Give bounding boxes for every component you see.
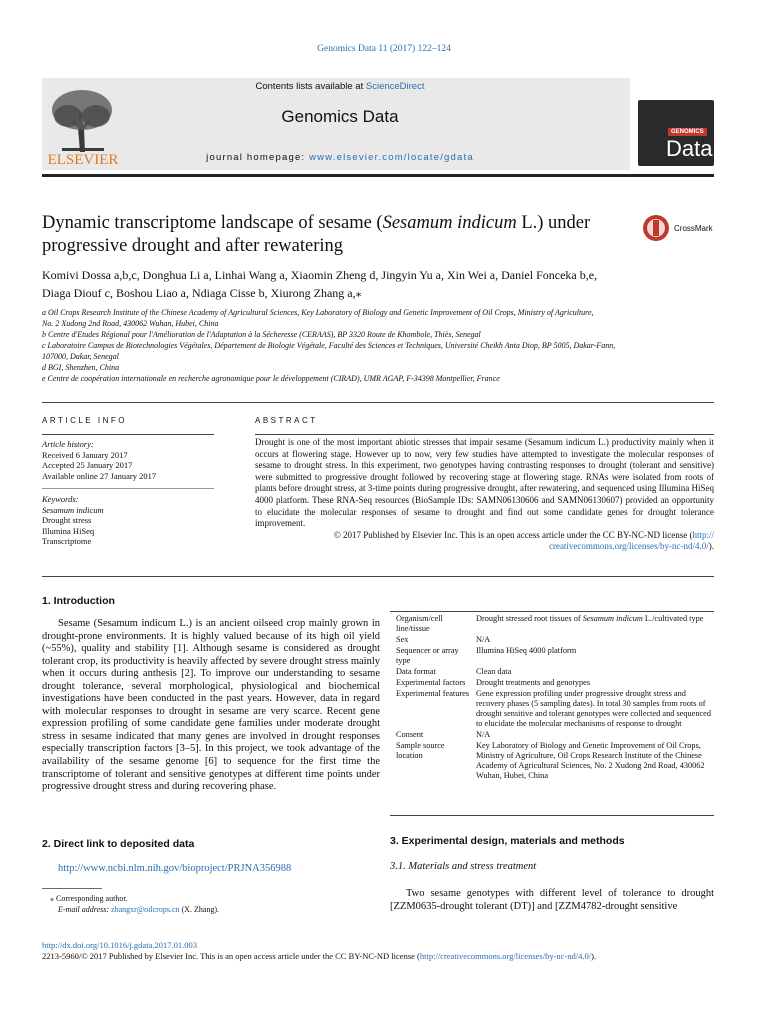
spec-key: Sex [396,635,409,644]
direct-link-heading: 2. Direct link to deposited data [42,838,195,850]
elsevier-logo[interactable] [42,82,124,168]
sciencedirect-link[interactable]: ScienceDirect [365,81,425,92]
article-info-rule [42,434,214,435]
article-history [42,439,214,481]
bottom-license-link[interactable]: http://creativecommons.org/licenses/by-nc-nd/4.0/ [419,951,592,961]
copyright-text: © 2017 Published by Elsevier Inc. This is an open access article under the CC BY-NC-ND license ( [333,529,693,540]
keyword-item: Sesamum indicum [42,504,104,515]
keyword-item: Transcriptome [42,536,92,546]
introduction-text: Sesame (Sesamum indicum L.) is an ancient oilseed crop mainly grown in drought-prone environments. It is highly valued because of its high oil yield (~55%), quality and stability [1]. Although sesame is considered as drought tolerant crop, its productivity is heavily affected by severe drought stress mainly when it occurs during anthesis [2]. To improve our understanding to sesame drought tolerance, several morphological, physiological and biochemical investigations have been conducted in the past years. However, data in regard with molecular responses to drought in sesame are very scarce. Recent gene expression profiling of some candidate gene families under moderate drought stress in sesame indicated that many genes are involved in drought responses especially transcription factors [3–5]. In this project, we took advantage of the availability of the sesame genome [6] to sequence for the first time the transcriptome of tolerant and sensitive genotypes at different time points under progressive drought stress and during recovering phase. [42,618,380,793]
affiliations-divider [42,402,714,403]
spec-key: Sequencer or array type [396,646,459,665]
authors-line-2: Diaga Diouf c, Boshou Liao a, Ndiaga Cisse b, Xiurong Zhang a,⁎ [42,286,362,300]
cover-label-small: GENOMICS [668,128,707,136]
journal-name: Genomics Data [281,107,399,126]
author-list [42,266,722,302]
journal-cover-thumbnail[interactable] [638,100,714,166]
table-row [390,678,714,689]
crossmark-label: CrossMark [674,224,713,233]
bottom-license [42,940,722,962]
section-3-heading: 3. Experimental design, materials and methods [390,835,625,847]
journal-homepage [130,152,550,163]
table-row [390,614,714,635]
abstract-text: Drought is one of the most important abiotic stresses that impair sesame (Sesamum indicum L.) productivity mainly when it occurs at flowering stage. However up to now, very few studies have attempted to investigate the molecular responses of sesame to drought stress. In this experiment, two genotypes having contrasting responses to drought (tolerant and sensitive) were submitted to progressive drought followed by recovering stage at flowering stage. RNAs were isolated from roots of plants before drought stress, at 3-time points during progressive drought, after rewatering, and sequenced using Illumina HiSeq 4000 platform. These RNA-Seq resources (BioSample IDs: SAMN06130606 and SAMN06130607) provided an opportunity to elucidate the molecular responses of sesame to drought and find out some candidate genes for drought tolerance improvement. [255,437,714,529]
article-info-heading: ARTICLE INFO [42,416,127,425]
spec-value: N/A [476,635,491,644]
email-label: E-mail address: [58,905,112,914]
affiliation-line: d BGI, Shenzhen, China [42,363,120,372]
abstract-rule [255,434,714,435]
email-link[interactable]: zhangxr@oilcrops.cn [111,905,180,914]
affiliation-line: e Centre de coopération internationale en recherche agronomique pour le développement (CIRAD), UMR AGAP, F-34398 Montpellier, France [42,374,500,383]
header-divider [42,174,714,177]
article-title [42,212,632,258]
keywords-label: Keywords: [42,494,79,504]
affiliations [42,307,722,384]
table-row [390,667,714,678]
specifications-table [390,614,714,782]
spec-key: Experimental features [396,689,470,698]
online-date: Available online 27 January 2017 [42,470,157,481]
history-label: Article history: [42,439,94,449]
section-3-1-text: Two sesame genotypes with different level of tolerance to drought [ZZM0635-drought tolerant (DT)] and [ZZM4782-drought sensitive [390,888,714,912]
affiliation-line: No. 2 Xudong 2nd Road, 430062 Wuhan, Hubei, China [42,319,219,328]
keyword-item: Illumina HiSeq [42,525,95,536]
doi-link[interactable]: http://dx.doi.org/10.1016/j.gdata.2017.01.003 [42,940,197,950]
elsevier-tree-icon [42,82,124,168]
abstract-copyright [255,530,714,553]
table-row [390,741,714,782]
spec-value: Drought stressed root tissues of Sesamum indicum L./cultivated type [476,614,704,623]
email-line [42,904,380,915]
spec-value: N/A [476,730,491,739]
affiliation-line: c Laboratoire Campus de Biotechnologies Végétales, Département de Biologie Végétale, Faculté des Sciences et Techniques, Université Cheikh Anta Diop, BP 5005, Dakar-Fann, [42,341,616,350]
homepage-link[interactable]: www.elsevier.com/locate/gdata [309,152,474,163]
spec-key: Experimental factors [396,678,466,687]
spec-value: Gene expression profiling under progressive drought stress and recovery phases (5 sampling dates). In total 30 samples from roots of drought sensitive and tolerant genotypes were collected and sequenced to elucidate the molecular mechanisms of response to drought [476,689,711,728]
spec-key: Organism/cell line/tissue [396,614,443,633]
bioproject-link[interactable]: http://www.ncbi.nlm.nih.gov/bioproject/PRJNA356988 [58,863,292,874]
spec-key: Consent [396,730,424,739]
keywords-rule [42,488,214,489]
spec-table [390,614,714,782]
table-row [390,646,714,667]
introduction-body [42,618,380,794]
spec-key: Sample source location [396,741,445,760]
spec-value: Clean data [476,667,512,676]
spec-table-bottom-rule [390,815,714,816]
affiliation-line: a Oil Crops Research Institute of the Chinese Academy of Agricultural Sciences, Key Laboratory of Biology and Genetic Improvement of Oil Crops, Ministry of Agriculture, [42,308,594,317]
table-row [390,635,714,646]
abstract-bottom-divider [42,576,714,577]
keyword-item: Drought stress [42,515,92,525]
abstract-heading: ABSTRACT [255,416,318,425]
issn-text: 2213-5960/© 2017 Published by Elsevier Inc. This is an open access article under the CC BY-NC-ND license ( [42,951,420,961]
affiliation-line: 107000, Dakar, Senegal [42,352,119,361]
license-link-part-1[interactable]: http:// [692,529,714,540]
spec-value: Illumina HiSeq 4000 platform [476,646,577,655]
title-species: Sesamum indicum [382,213,517,233]
cover-label-big: Data [666,136,713,161]
abstract-body [255,437,714,553]
title-part-1: Dynamic transcriptome landscape of sesame ( [42,213,383,233]
introduction-heading: 1. Introduction [42,595,115,607]
received-date: Received 6 January 2017 [42,449,128,460]
publisher-wordmark: ELSEVIER [47,152,119,168]
corresponding-author: ⁎ Corresponding author. [50,894,128,903]
authors-line-1: Komivi Dossa a,b,c, Donghua Li a, Linhai Wang a, Xiaomin Zheng d, Jingyin Yu a, Xin Wei a, Daniel Fonceka b,e, [42,268,598,282]
spec-key: Data format [396,667,436,676]
spec-value: Drought treatments and genotypes [476,678,591,687]
license-close: ). [708,541,714,552]
issn-suffix: ). [591,951,597,961]
spec-table-top-rule [390,611,714,612]
title-part-2: L.) under progressive drought and after rewatering [42,213,591,256]
affiliation-line: b Centre d'Etudes Régional pour l'Amélioration de l'Adaptation à la Sécheresse (CERAAS), BP 3320 Route de Khombole, Thiès, Senegal [42,330,481,339]
spec-value: Key Laboratory of Biology and Genetic Improvement of Oil Crops, Ministry of Agriculture, Oil Crops Research Institute of the Chinese Academy of Agricultural Sciences, No. 2 Xudong 2nd Road, 430062 Wuhan, Hubei, China [476,741,705,780]
contents-prefix: Contents lists available at [255,81,366,92]
homepage-prefix: journal homepage: [206,152,310,163]
crossmark-badge[interactable] [642,214,722,244]
table-row [390,689,714,730]
accepted-date: Accepted 25 January 2017 [42,460,133,470]
table-row [390,730,714,741]
section-3-1-heading: 3.1. Materials and stress treatment [390,861,537,872]
footnote-rule [42,888,102,889]
journal-reference[interactable]: Genomics Data 11 (2017) 122–124 [317,44,451,54]
issn-line [42,951,722,962]
contents-availability [130,81,550,92]
crossmark-icon [642,214,670,242]
email-suffix: (X. Zhang). [179,905,220,914]
footnote [42,893,380,915]
license-link-part-2[interactable]: creativecommons.org/licenses/by-nc-nd/4.0/ [548,541,709,552]
keywords-block [42,494,214,547]
